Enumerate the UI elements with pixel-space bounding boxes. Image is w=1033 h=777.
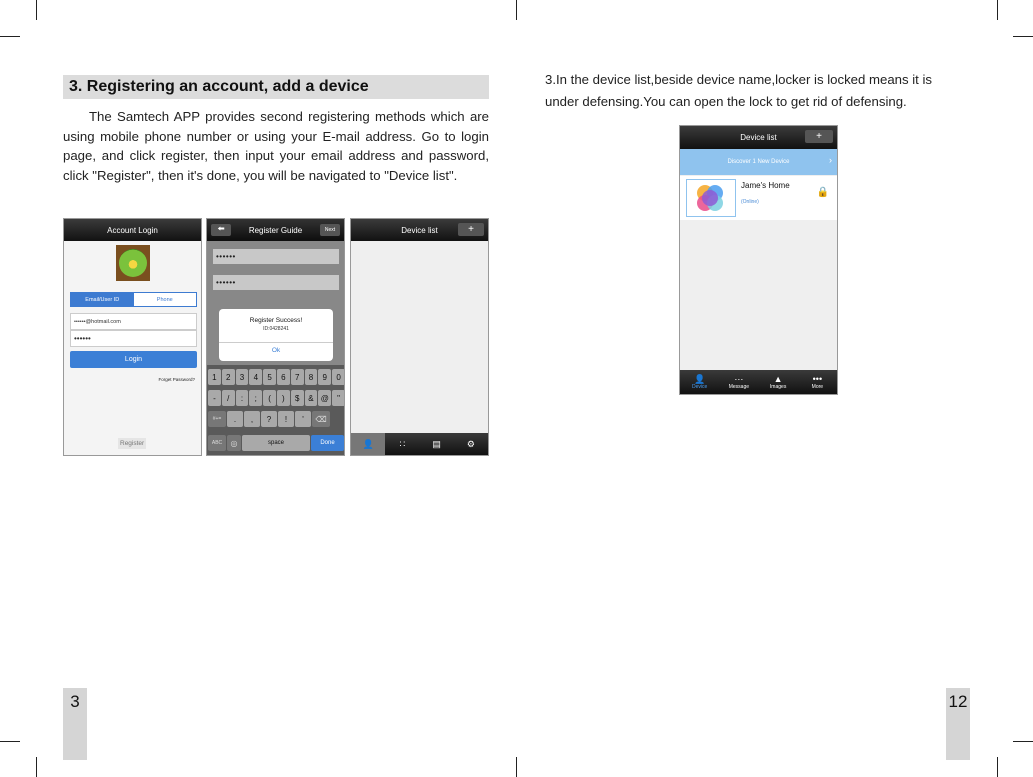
crop-mark (0, 36, 20, 37)
key-space[interactable]: space (242, 435, 310, 451)
device-list-title: Device list (680, 126, 837, 149)
globe-icon[interactable]: ◎ (227, 435, 241, 451)
tab-phone[interactable]: Phone (134, 293, 197, 306)
crop-mark (997, 0, 998, 20)
key-row2-3[interactable]: ; (249, 390, 262, 406)
key-row1-9[interactable]: 0 (332, 369, 345, 385)
forgot-password-link[interactable]: Forget Password? (158, 377, 195, 382)
page-number-left: 3 (63, 688, 87, 760)
device-thumbnail (686, 179, 736, 217)
screenshot-device-list-empty (350, 218, 489, 456)
register-field-1[interactable]: •••••• (213, 249, 339, 264)
next-button[interactable]: Next (320, 224, 340, 236)
crop-mark (516, 757, 517, 777)
bottom-tab-bar (351, 433, 488, 455)
crop-mark (1013, 741, 1033, 742)
key-row2-0[interactable]: - (208, 390, 221, 406)
right-body-paragraph: 3.In the device list,beside device name,locker is locked means it is under defensing.You can open the lock to get rid of defensing. (545, 72, 933, 109)
keyboard (207, 365, 345, 456)
key-row3-4[interactable]: ! (278, 411, 294, 427)
key-row1-1[interactable]: 2 (222, 369, 235, 385)
body-paragraph: The Samtech APP provides second registering methods which are using mobile phone number or using your E-mail address. Go to login page, and click register, then input your email address and password, click "Register", then it's done, you will be navigated to "Device list". (63, 109, 489, 183)
crop-mark (36, 0, 37, 20)
key-row3-2[interactable]: , (244, 411, 260, 427)
key-row2-2[interactable]: : (236, 390, 249, 406)
crop-mark (1013, 36, 1033, 37)
key-row2-6[interactable]: $ (291, 390, 304, 406)
email-field[interactable]: ••••••@hotmail.com (70, 313, 197, 330)
image-icon: ▲ (773, 374, 783, 384)
person-icon[interactable]: 👤 (351, 433, 385, 455)
more-icon: ••• (812, 374, 823, 384)
dialog-id: ID:0428241 (263, 326, 289, 332)
app-logo-icon (116, 245, 150, 281)
back-arrow-icon[interactable]: 🠰 (211, 224, 231, 236)
discover-label: Discover 1 New Device (727, 159, 790, 165)
key-row2-9[interactable]: " (332, 390, 345, 406)
register-success-dialog (219, 309, 333, 361)
device-list-item[interactable] (680, 176, 837, 220)
gear-icon[interactable]: ⚙ (466, 438, 475, 449)
key-row2-5[interactable]: ) (277, 390, 290, 406)
key-abc[interactable]: ABC (208, 435, 226, 451)
crop-mark (0, 741, 20, 742)
register-link[interactable]: Register (120, 440, 145, 447)
tab-more[interactable] (798, 370, 837, 394)
key-row1-2[interactable]: 3 (236, 369, 249, 385)
crop-mark (36, 757, 37, 777)
chevron-right-icon: › (829, 155, 832, 165)
add-device-plus-icon[interactable]: + (458, 223, 484, 236)
dialog-ok-button[interactable]: Ok (271, 347, 281, 354)
login-method-tabs (70, 292, 197, 307)
lock-icon[interactable]: 🔒 (816, 187, 829, 198)
key-row2-4[interactable]: ( (263, 390, 276, 406)
key-row3-0[interactable]: #+= (208, 411, 226, 427)
tab-label: Device (691, 384, 708, 390)
screenshot-device-list (679, 125, 838, 395)
key-row2-8[interactable]: @ (318, 390, 331, 406)
crop-mark (516, 0, 517, 20)
key-row3-5[interactable]: ' (295, 411, 311, 427)
key-row1-7[interactable]: 8 (305, 369, 318, 385)
key-row1-8[interactable]: 9 (318, 369, 331, 385)
key-row1-3[interactable]: 4 (249, 369, 262, 385)
section-title: 3. Registering an account, add a device (63, 75, 489, 99)
screenshot-account-login (63, 218, 202, 456)
device-list-title: Device list (351, 219, 488, 241)
grid-icon[interactable]: ∷ (399, 438, 406, 449)
briefcase-icon[interactable]: ▤ (432, 438, 441, 449)
tab-images[interactable] (759, 370, 798, 394)
discover-banner[interactable] (680, 149, 837, 175)
register-title: Register Guide (207, 219, 344, 241)
register-field-2[interactable]: •••••• (213, 275, 339, 290)
device-name: Jame's Home (741, 181, 790, 190)
key-row2-7[interactable]: & (305, 390, 318, 406)
login-button[interactable]: Login (70, 351, 197, 368)
key-row2-1[interactable]: / (222, 390, 235, 406)
tab-message[interactable] (719, 370, 758, 394)
device-status: (Online) (741, 199, 759, 205)
person-icon: 👤 (694, 374, 706, 384)
key-row1-6[interactable]: 7 (291, 369, 304, 385)
tab-email[interactable]: Email/User ID (71, 293, 134, 306)
key-row3-3[interactable]: ? (261, 411, 277, 427)
tab-label: More (811, 384, 824, 390)
tab-label: Message (728, 384, 750, 390)
tab-label: Images (769, 384, 787, 390)
chat-icon: ⋯ (734, 374, 744, 384)
add-device-plus-icon[interactable]: + (805, 130, 833, 143)
page-number-right: 12 (946, 688, 970, 760)
key-row1-4[interactable]: 5 (263, 369, 276, 385)
login-title: Account Login (64, 219, 201, 241)
password-field[interactable]: •••••• (70, 330, 197, 347)
bottom-tab-bar (680, 370, 837, 394)
key-row1-5[interactable]: 6 (277, 369, 290, 385)
crop-mark (997, 757, 998, 777)
key-row3-6[interactable]: ⌫ (312, 411, 330, 427)
dialog-title: Register Success! (249, 317, 303, 324)
key-row3-1[interactable]: . (227, 411, 243, 427)
screenshot-register-guide (206, 218, 345, 456)
tab-device[interactable] (680, 370, 719, 394)
key-done[interactable]: Done (311, 435, 344, 451)
key-row1-0[interactable]: 1 (208, 369, 221, 385)
